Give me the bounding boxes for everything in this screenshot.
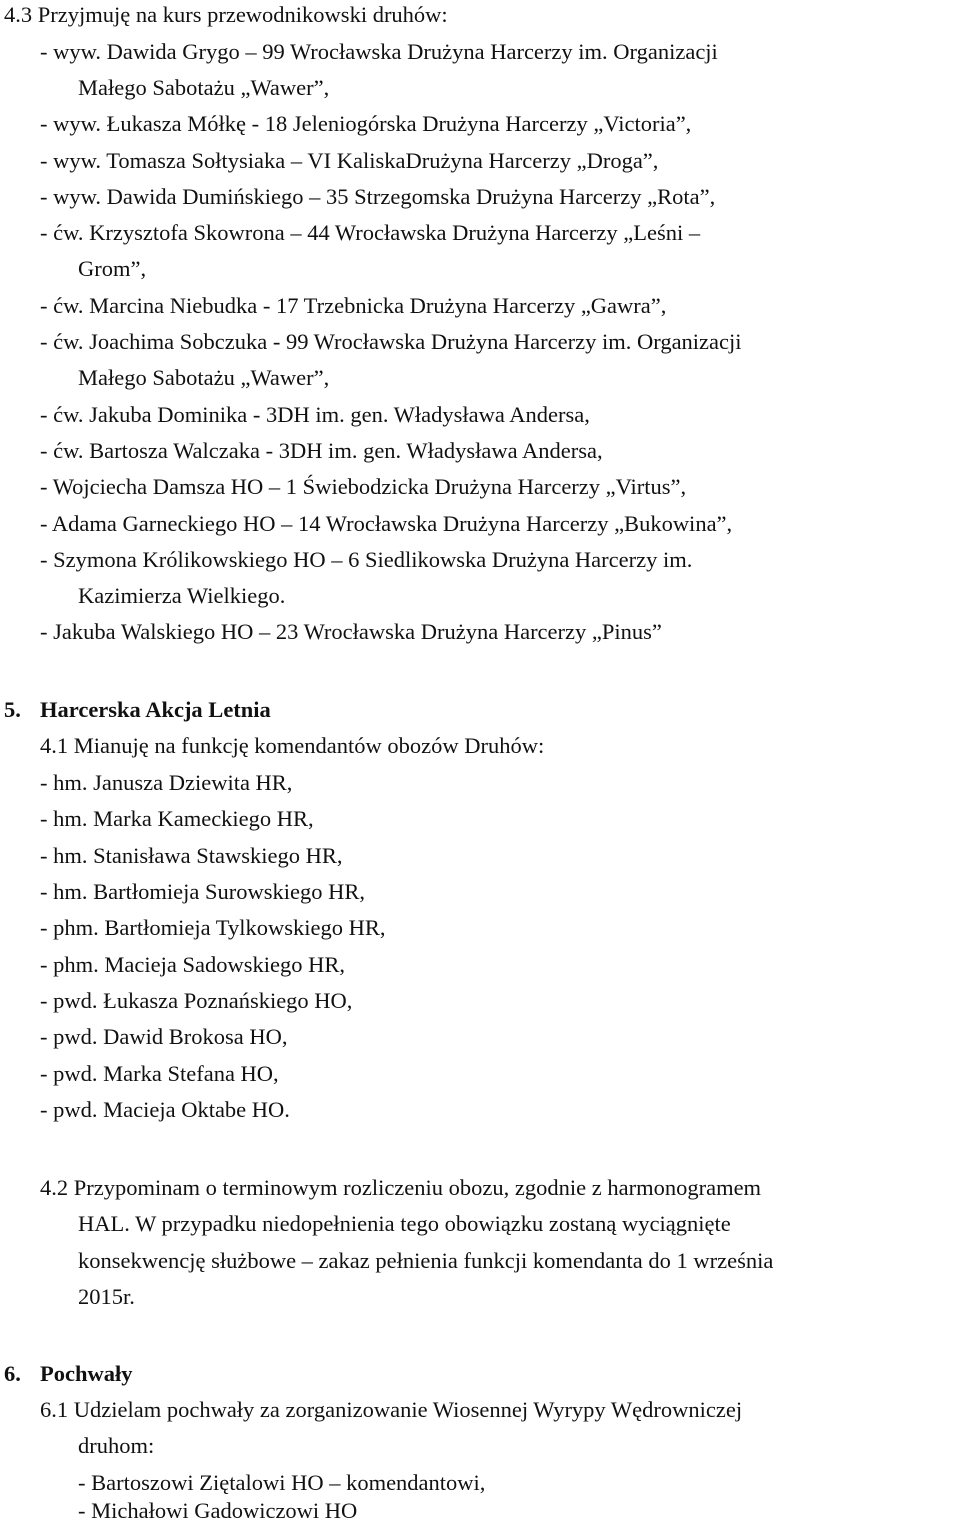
list-item: - Szymona Królikowskiego HO – 6 Siedlikowska Drużyna Harcerzy im. <box>40 547 693 572</box>
list-item: - ćw. Krzysztofa Skowrona – 44 Wrocławska Drużyna Harcerzy „Leśni – <box>40 220 701 245</box>
list-item: - hm. Stanisława Stawskiego HR, <box>40 843 343 868</box>
list-item: - ćw. Marcina Niebudka - 17 Trzebnicka Drużyna Harcerzy „Gawra”, <box>40 293 667 318</box>
paragraph-line: HAL. W przypadku niedopełnienia tego obowiązku zostaną wyciągnięte <box>78 1211 731 1236</box>
list-item: - ćw. Jakuba Dominika - 3DH im. gen. Władysława Andersa, <box>40 402 590 427</box>
list-item: - wyw. Dawida Dumińskiego – 35 Strzegomska Drużyna Harcerzy „Rota”, <box>40 184 716 209</box>
list-item: - wyw. Tomasza Sołtysiaka – VI KaliskaDrużyna Harcerzy „Droga”, <box>40 148 659 173</box>
section-6-1-paragraph: 6.1 Udzielam pochwały za zorganizowanie Wiosennej Wyrypy Wędrowniczej <box>40 1397 743 1422</box>
section-5-2-paragraph: 4.2 Przypominam o terminowym rozliczeniu obozu, zgodnie z harmonogramem <box>40 1175 762 1200</box>
paragraph-line: druhom: <box>78 1433 155 1458</box>
list-item-continuation: Małego Sabotażu „Wawer”, <box>78 365 330 390</box>
list-item: - hm. Bartłomieja Surowskiego HR, <box>40 879 365 904</box>
list-item: - wyw. Łukasza Mółkę - 18 Jeleniogórska Drużyna Harcerzy „Victoria”, <box>40 111 692 136</box>
section-4-3-heading: 4.3 Przyjmuję na kurs przewodnikowski druhów: <box>4 2 448 27</box>
section-6-number: 6. <box>4 1361 21 1386</box>
list-item: - hm. Janusza Dziewita HR, <box>40 770 293 795</box>
list-item-continuation: Kazimierza Wielkiego. <box>78 583 286 608</box>
list-item: - Adama Garneckiego HO – 14 Wrocławska Drużyna Harcerzy „Bukowina”, <box>40 511 733 536</box>
section-5-1-heading: 4.1 Mianuję na funkcję komendantów obozów Druhów: <box>40 733 545 758</box>
list-item: - ćw. Joachima Sobczuka - 99 Wrocławska Drużyna Harcerzy im. Organizacji <box>40 329 742 354</box>
list-item: - pwd. Macieja Oktabe HO. <box>40 1097 290 1122</box>
list-item-continuation: Grom”, <box>78 256 147 281</box>
section-5-number: 5. <box>4 697 21 722</box>
list-item: - pwd. Łukasza Poznańskiego HO, <box>40 988 353 1013</box>
paragraph-line: konsekwencję służbowe – zakaz pełnienia funkcji komendanta do 1 września <box>78 1248 774 1273</box>
paragraph-line: 2015r. <box>78 1284 135 1309</box>
section-6-title: Pochwały <box>40 1361 133 1386</box>
list-item: - phm. Bartłomieja Tylkowskiego HR, <box>40 915 386 940</box>
list-item: - pwd. Dawid Brokosa HO, <box>40 1024 288 1049</box>
list-item: - ćw. Bartosza Walczaka - 3DH im. gen. Władysława Andersa, <box>40 438 603 463</box>
section-5-title: Harcerska Akcja Letnia <box>40 697 271 722</box>
list-item: - Wojciecha Damsza HO – 1 Świebodzicka Drużyna Harcerzy „Virtus”, <box>40 474 687 499</box>
list-item: - phm. Macieja Sadowskiego HR, <box>40 952 345 977</box>
list-item: - hm. Marka Kameckiego HR, <box>40 806 314 831</box>
list-item: - Bartoszowi Ziętalowi HO – komendantowi, <box>78 1470 486 1495</box>
list-item-continuation: Małego Sabotażu „Wawer”, <box>78 75 330 100</box>
list-item: - pwd. Marka Stefana HO, <box>40 1061 279 1086</box>
list-item: - Michałowi Gadowiczowi HO <box>78 1498 358 1523</box>
list-item: - Jakuba Walskiego HO – 23 Wrocławska Drużyna Harcerzy „Pinus” <box>40 619 662 644</box>
list-item: - wyw. Dawida Grygo – 99 Wrocławska Drużyna Harcerzy im. Organizacji <box>40 39 718 64</box>
